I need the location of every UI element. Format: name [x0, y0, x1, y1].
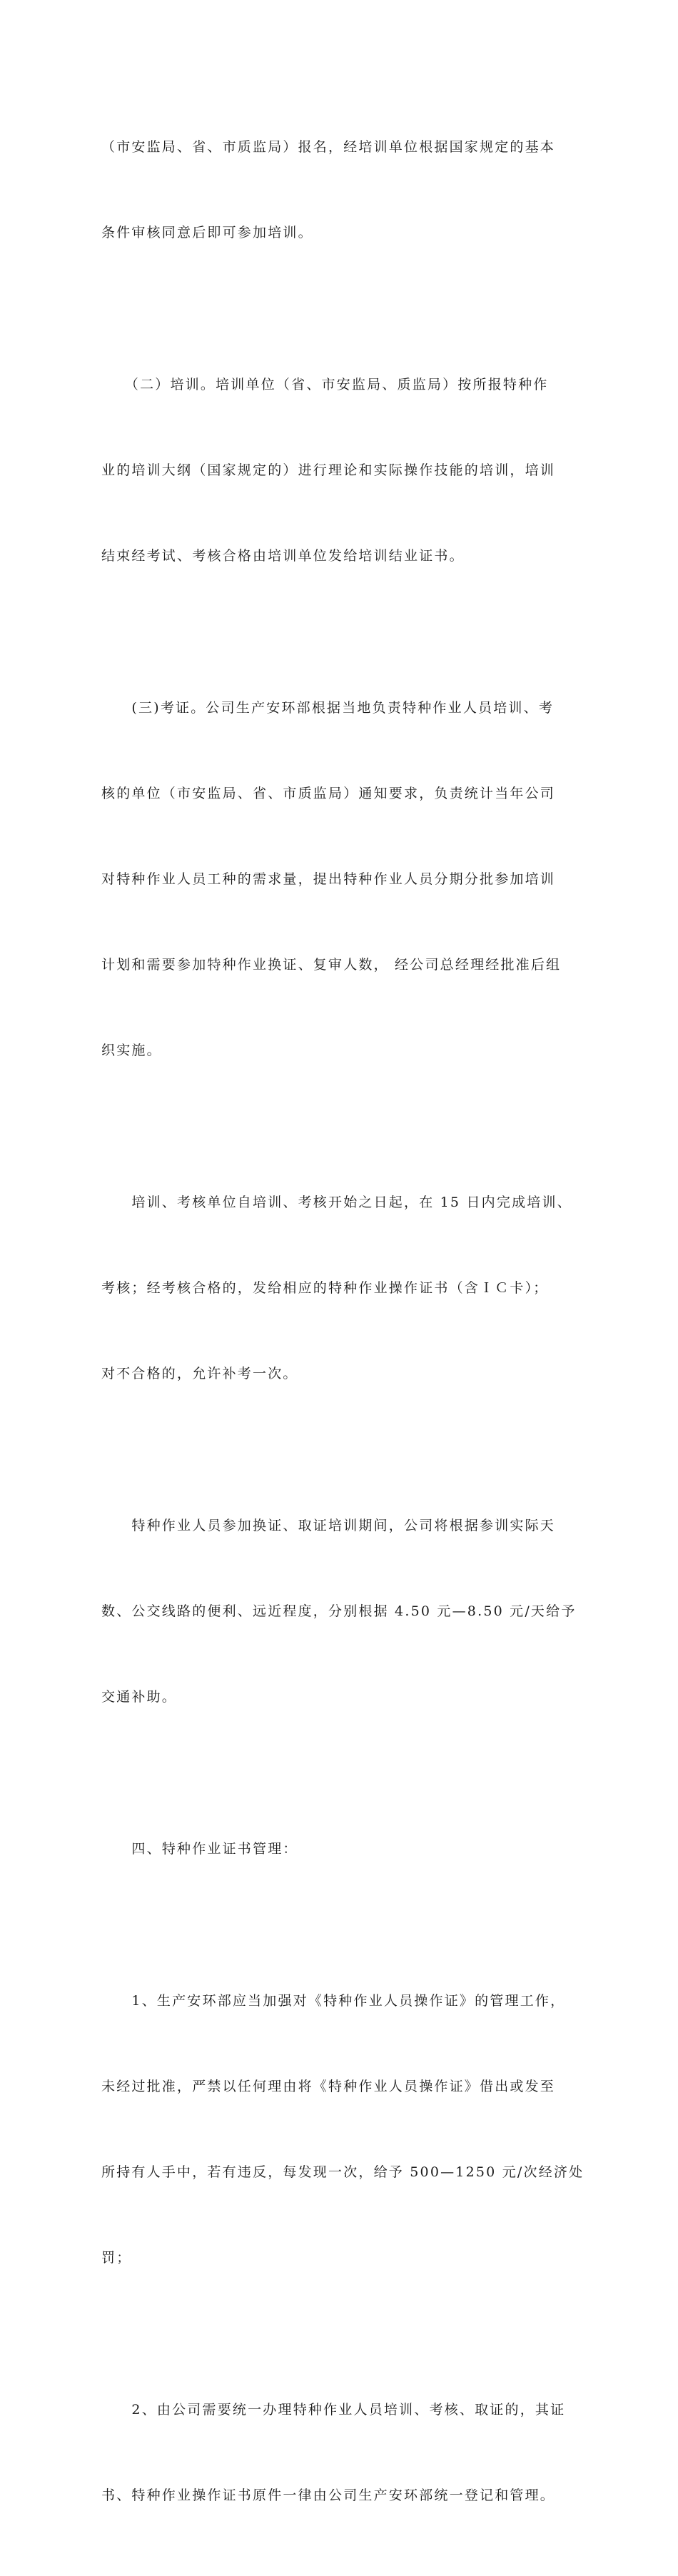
text-line: 计划和需要参加特种作业换证、复审人数， 经公司总经理经批准后组	[101, 957, 562, 973]
text-line: 结束经考试、考核合格由培训单位发给培训结业证书。	[101, 548, 465, 564]
paragraph-training	[101, 313, 578, 627]
text-line: 特种作业人员参加换证、取证培训期间，公司将根据参训实际天	[101, 1518, 556, 1533]
text-line: 核的单位（市安监局、省、市质监局）通知要求，负责统计当年公司	[101, 786, 556, 801]
document-body	[101, 76, 585, 2576]
text-line: 书、特种作业操作证书原件一律由公司生产安环部统一登记和管理。	[101, 2488, 556, 2503]
text-line: （市安监局、省、市质监局）报名，经培训单位根据国家规定的基本	[101, 139, 556, 155]
text-line: 对特种作业人员工种的需求量，提出特种作业人员分期分批参加培训	[101, 871, 556, 887]
paragraph-certification	[101, 637, 578, 1122]
paragraph-rule-1	[101, 1930, 585, 2329]
text-line: 对不合格的，允许补考一次。	[101, 1366, 298, 1381]
text-line: 织实施。	[101, 1043, 162, 1058]
section-heading-certificate-management	[101, 1778, 578, 1920]
paragraph-registration-continued	[101, 76, 578, 304]
text-line: 罚；	[101, 2250, 132, 2266]
text-line: 1、生产安环部应当加强对《特种作业人员操作证》的管理工作，	[101, 1993, 566, 2009]
text-line: (三)考证。公司生产安环部根据当地负责特种作业人员培训、考	[101, 700, 555, 716]
text-line: 交通补助。	[101, 1689, 178, 1705]
paragraph-transport-subsidy	[101, 1454, 578, 1768]
section-heading: 四、特种作业证书管理：	[101, 1841, 298, 1857]
text-line: 2、由公司需要统一办理特种作业人员培训、考核、取证的，其证	[101, 2402, 566, 2418]
text-line: 数、公交线路的便利、远近程度，分别根据 4.50 元—8.50 元/天给予	[101, 1603, 577, 1619]
text-line: （二）培训。培训单位（省、市安监局、质监局）按所报特种作	[101, 377, 549, 392]
text-line: 业的培训大纲（国家规定的）进行理论和实际操作技能的培训，培训	[101, 462, 556, 478]
paragraph-rule-2	[101, 2338, 578, 2567]
text-line: 培训、考核单位自培训、考核开始之日起，在 15 日内完成培训、	[101, 1195, 572, 1210]
text-line: 未经过批准，严禁以任何理由将《特种作业人员操作证》借出或发至	[101, 2079, 556, 2094]
text-line: 条件审核同意后即可参加培训。	[101, 225, 313, 240]
paragraph-assessment-timeline	[101, 1131, 578, 1445]
text-line: 考核；经考核合格的，发给相应的特种作业操作证书（含ＩＣ卡）；	[101, 1280, 549, 1296]
text-line: 所持有人手中，若有违反，每发现一次，给予 500—1250 元/次经济处	[101, 2164, 585, 2180]
